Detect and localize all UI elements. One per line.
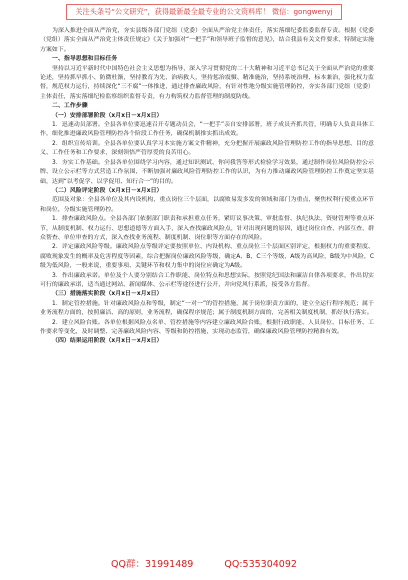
section-heading: （三）措施落实阶段（x月x日－x月x日） (52, 291, 163, 298)
section-heading: （二）风险评定阶段（x月x日－x月x日） (52, 187, 163, 194)
qq-group-text: QQ群：31991489 (111, 559, 194, 570)
body-paragraph: 范围及对象：全县各单位及其内设机构，重点岗位三个层面，以腐败易发多发的领域和部门为重点，聚焦权利行使重点环节和岗位，分级实施管理防控。 (40, 197, 374, 213)
body-paragraph: 坚持以习近平新时代中国特色社会主义思想为指导，深入学习贯彻党的二十大精神和习近平总书记关于全面从严治党的重要论述，坚持抓早抓小、防微杜渐，坚持教育为先、治病救人，坚持惩治震慑、精准施治，坚持系统治理、标本兼治，强化权力监督，规范权力运行，持续深化“三不腐”一体推进，通过排查廉政风险，有针对性地分级实施管理防控，夯实各部门党组（党委）主体责任，落实落细纪检监察组织监督专责，有力构筑权力监督管理的制度防线。 (40, 65, 374, 100)
body-paragraph: 为深入推进全面从严治党，夯实县级各部门党组（党委）全面从严治党主体责任，落实落细纪委监委监督专责。根据《党委（党组）落实全面从严治党主体责任规定》《关于加强对“一把手”和领导班子监督的意见》，结合我县有关文件要求，特制定实施方案如下。 (40, 28, 374, 53)
body-paragraph: 3．夯实工作基础。全县各单位围绕学习内容，通过知识测试、你问我答等形式检验学习效果，通过制作岗位风险防控公示牌、设立公示栏等方式营造工作氛围，不断加强对廉政风险管理防控工作的认识，为有力推动廉政风险管理防控工作奠定坚实基础，达到“以考促学、以学促用、知行合一”的目的。 (40, 159, 374, 185)
body-paragraph: 2．建立风险台账。各单位根据风险点名单、管控措施等内容建立廉政风险台账，根据行政职能、人员岗位、目标任务、工作要求等变化，及时调整、完善廉政风险内容、等级和防控措施，实现动态监管，确保廉政风险管理防控精准有效。 (40, 319, 374, 335)
section-heading: （四）结果运用阶段（x月x日－x月x日） (52, 338, 163, 345)
promo-banner[interactable] (66, 4, 342, 20)
section-heading: （一）安排部署阶段（x月x日－x月x日） (52, 112, 163, 119)
qq-contact-text: QQ:535304092 (224, 559, 297, 570)
body-paragraph: 2．组织宣传培训。全县各单位要认真学习本实施方案文件精神，充分把握开展廉政风险管理防控工作的指导思想、目的意义、工作任务和工作要求，深刻领悟严管厚爱的良苦用心。 (40, 140, 374, 157)
body-paragraph: 1．制定管控措施。针对廉政风险点和等级，制定“一对一”的管控措施，属于岗位职责方面的，建立全运行程序规范；属于业务流程方面的，按照廉洁、高的原则，业务流程，确保程序规范；属于制度机制方面的，完善相关制度机制，抓好执行落实。 (40, 300, 374, 317)
contact-footer (0, 558, 408, 572)
section-heading: 一、指导思想和目标任务 (52, 56, 118, 63)
body-paragraph: 1．迅速动员部署。全县各单位要迅速召开专题动员会，“一把手”亲自安排部署，班子成员齐抓共管，明确专人负责具体工作，细化推进廉政风险管理防控各个阶段工作任务，确保机制推实抓出成效。 (40, 122, 374, 138)
section-heading: 二、工作步骤 (52, 103, 88, 110)
document-body (40, 27, 374, 347)
body-paragraph: 1．排查廉政风险点。全县各部门依据部门职责和承担重点任务，紧盯议事决策、审批监督、执纪执法、资财管理等重点环节，从制度机制、权力运行、思想道德等方面入手，深入查找廉政风险点，针对出现问题的原因，通过岗位自查、内部互查、群众帮查、单位审查的方式，深入查找业务流程、制度机制、岗位职等方面存在的风险。 (40, 216, 374, 241)
body-paragraph: 3．作出廉政承诺。单位及个人要分别结合工作职能、岗位特点和思想实际，按照党纪国法和廉洁自律各项要求，作出切实可行的廉政承诺，适当通过网站、新闻媒体、公示栏等途径进行公开，并向党风行系派，接受各方监督。 (40, 272, 374, 288)
body-paragraph: 2．评定廉政风险等级。廉政风险点等级评定要按照单位、内设机构、重点岗位三个层面区别评定，根据权力的重要程度、腐败现象发生的概率及危害程度等因素，综合把握岗位廉政风险等级，确定A、B、C三个等级，A级为高风险，B级为中风险，C级为低风险，一般来说，重要事项、关键环节和权力集中的岗位应确定为A级。 (40, 244, 374, 270)
promo-banner-text: 关注头条号“公文研究”，获得最新最全最专业的公文资料库！ 微信：gongwenyj (75, 7, 333, 16)
